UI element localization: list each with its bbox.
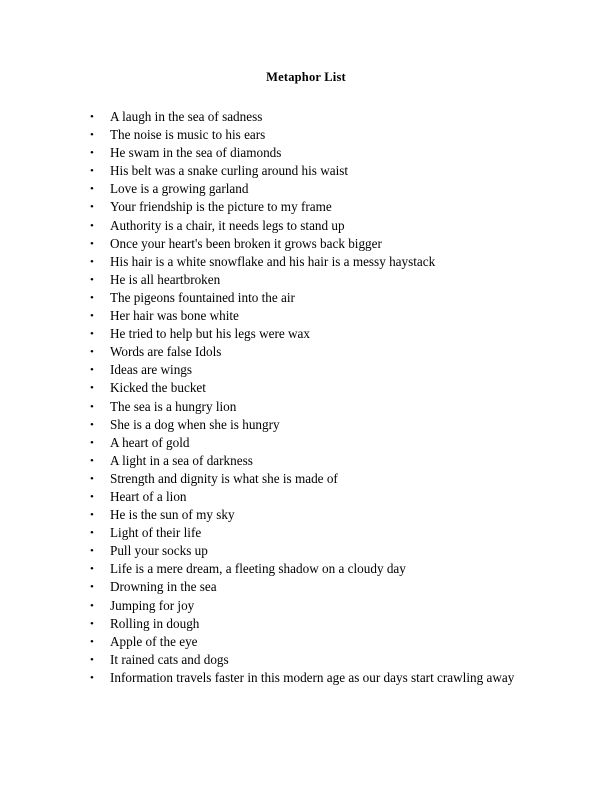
list-item-text: The pigeons fountained into the air: [110, 289, 295, 305]
list-item-text: He is the sun of my sky: [110, 507, 235, 523]
list-item: [88, 253, 558, 271]
bullet-icon: •: [90, 527, 94, 540]
list-item: [88, 235, 558, 253]
list-item-text: He is all heartbroken: [110, 271, 221, 287]
list-item: [88, 542, 558, 560]
list-item: [88, 271, 558, 289]
list-item-text: Her hair was bone white: [110, 308, 239, 324]
list-item: [88, 180, 558, 198]
bullet-icon: •: [90, 129, 94, 142]
list-item-text: Rolling in dough: [110, 615, 200, 631]
list-item: [88, 633, 558, 651]
list-item: [88, 416, 558, 434]
bullet-icon: •: [90, 255, 94, 268]
list-item-text: The sea is a hungry lion: [110, 398, 237, 414]
bullet-icon: •: [90, 472, 94, 485]
list-item-text: Words are false Idols: [110, 344, 222, 360]
list-item: [88, 506, 558, 524]
bullet-icon: •: [90, 237, 94, 250]
page-title: Metaphor List: [266, 70, 346, 84]
list-item-text: He tried to help but his legs were wax: [110, 326, 310, 342]
bullet-icon: •: [90, 509, 94, 522]
bullet-icon: •: [90, 310, 94, 323]
list-item-text: Authority is a chair, it needs legs to stand up: [110, 217, 345, 233]
bullet-icon: •: [90, 111, 94, 123]
list-item: [88, 669, 558, 687]
bullet-icon: •: [90, 545, 94, 558]
bullet-icon: •: [90, 291, 94, 304]
list-item-text: She is a dog when she is hungry: [110, 416, 280, 432]
bullet-icon: •: [90, 328, 94, 341]
bullet-icon: •: [90, 617, 94, 630]
list-item-text: A light in a sea of darkness: [110, 452, 253, 468]
list-item: [88, 452, 558, 470]
bullet-icon: •: [90, 635, 94, 648]
bullet-icon: •: [90, 165, 94, 178]
list-item: [88, 651, 558, 669]
bullet-icon: •: [90, 653, 94, 666]
bullet-icon: •: [90, 201, 94, 214]
list-item-text: Heart of a lion: [110, 488, 187, 504]
bullet-icon: •: [90, 400, 94, 413]
list-item: [88, 488, 558, 506]
list-item: [88, 398, 558, 416]
list-item-text: Love is a growing garland: [110, 181, 249, 197]
list-item-text: Apple of the eye: [110, 633, 198, 649]
list-item-text: He swam in the sea of diamonds: [110, 145, 282, 161]
bullet-icon: •: [90, 599, 94, 612]
bullet-icon: •: [90, 346, 94, 359]
list-item: [88, 325, 558, 343]
list-item: [88, 289, 558, 307]
list-item-text: His belt was a snake curling around his waist: [110, 163, 349, 179]
list-item: [88, 615, 558, 633]
list-item-text: It rained cats and dogs: [110, 651, 229, 667]
list-item: [88, 108, 558, 126]
list-item-text: Light of their life: [110, 525, 202, 541]
list-item-text: Kicked the bucket: [110, 380, 206, 396]
bullet-icon: •: [90, 219, 94, 232]
list-item: [88, 162, 558, 180]
list-item-text: Your friendship is the picture to my frame: [110, 199, 332, 215]
bullet-icon: •: [90, 581, 94, 594]
list-item-text: Information travels faster in this modern age as our days start crawling away: [110, 669, 515, 685]
list-item: [88, 597, 558, 615]
bullet-icon: •: [90, 563, 94, 576]
list-item: [88, 470, 558, 488]
bullet-icon: •: [90, 436, 94, 449]
list-item-text: A laugh in the sea of sadness: [110, 109, 263, 124]
bullet-icon: •: [90, 273, 94, 286]
bullet-icon: •: [90, 671, 94, 684]
list-item-text: The noise is music to his ears: [110, 127, 266, 143]
list-item-text: Ideas are wings: [110, 362, 193, 378]
list-item-text: Life is a mere dream, a fleeting shadow on a cloudy day: [110, 561, 406, 577]
list-item-text: Drowning in the sea: [110, 579, 217, 595]
bullet-icon: •: [90, 147, 94, 160]
bullet-icon: •: [90, 382, 94, 395]
list-item-text: Jumping for joy: [110, 597, 195, 613]
bullet-icon: •: [90, 490, 94, 503]
list-item: [88, 560, 558, 578]
list-item-text: A heart of gold: [110, 434, 190, 450]
list-item-text: Strength and dignity is what she is made of: [110, 470, 338, 486]
list-item-text: Pull your socks up: [110, 543, 208, 559]
bullet-icon: •: [90, 418, 94, 431]
list-item: [88, 379, 558, 397]
list-item: [88, 198, 558, 216]
list-item: [88, 144, 558, 162]
list-item: [88, 307, 558, 325]
list-item: [88, 343, 558, 361]
bullet-icon: •: [90, 364, 94, 377]
list-item: [88, 126, 558, 144]
bullet-icon: •: [90, 183, 94, 196]
list-item: [88, 578, 558, 596]
list-item-text: Once your heart's been broken it grows back bigger: [110, 235, 382, 251]
list-item: [88, 217, 558, 235]
list-item: [88, 524, 558, 542]
list-item: [88, 361, 558, 379]
list-item: [88, 434, 558, 452]
bullet-icon: •: [90, 454, 94, 467]
metaphor-list: [88, 108, 558, 687]
list-item-text: His hair is a white snowflake and his hair is a messy haystack: [110, 253, 436, 269]
